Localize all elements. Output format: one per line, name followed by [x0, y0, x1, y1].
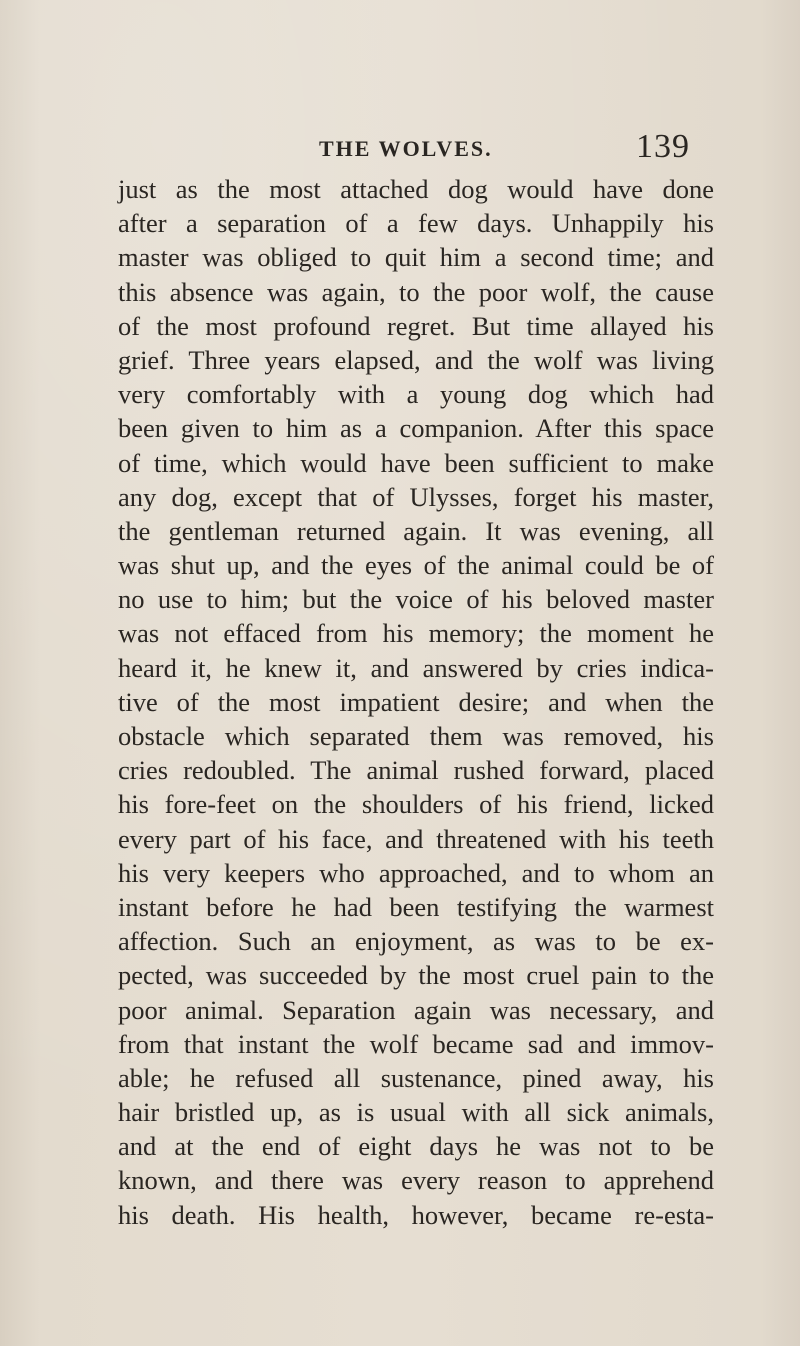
text-line: of the most profound regret. But time allayed his	[118, 310, 714, 341]
text-line: his fore-feet on the shoulders of his friend, licked	[118, 789, 714, 820]
text-line: this absence was again, to the poor wolf, the cause	[118, 276, 714, 307]
text-line: the gentleman returned again. It was evening, all	[118, 515, 714, 546]
text-line: and at the end of eight days he was not to be	[118, 1131, 714, 1162]
text-line: any dog, except that of Ulysses, forget his master,	[118, 481, 714, 512]
text-line: every part of his face, and threatened with his teeth	[118, 823, 714, 854]
text-line: grief. Three years elapsed, and the wolf was living	[118, 344, 714, 375]
text-line: able; he refused all sustenance, pined away, his	[118, 1062, 714, 1093]
text-line: after a separation of a few days. Unhappily his	[118, 208, 714, 239]
text-line: his very keepers who approached, and to whom an	[118, 857, 714, 888]
page-header	[0, 128, 800, 168]
text-line: been given to him as a companion. After this space	[118, 413, 714, 444]
text-line: obstacle which separated them was removed, his	[118, 721, 714, 751]
text-line: from that instant the wolf became sad and immov-	[118, 1028, 714, 1059]
text-line: cries redoubled. The animal rushed forward, placed	[118, 755, 714, 786]
text-line: was not effaced from his memory; the moment he	[118, 618, 714, 649]
text-line: of time, which would have been sufficient to make	[118, 447, 714, 478]
text-line: known, and there was every reason to apprehend	[118, 1165, 714, 1196]
text-line: hair bristled up, as is usual with all sick animals,	[118, 1097, 714, 1128]
text-line: his death. His health, however, became re-esta-	[118, 1199, 714, 1230]
text-line: very comfortably with a young dog which had	[118, 379, 714, 410]
text-line: no use to him; but the voice of his beloved master	[118, 584, 714, 615]
text-line: heard it, he knew it, and answered by cries indica-	[118, 652, 714, 683]
body-text	[118, 172, 714, 1232]
page-number: 139	[636, 128, 690, 165]
text-line: poor animal. Separation again was necessary, and	[118, 994, 714, 1025]
text-line: tive of the most impatient desire; and when the	[118, 686, 714, 717]
text-line: just as the most attached dog would have done	[118, 174, 714, 204]
text-line: master was obliged to quit him a second time; and	[118, 242, 714, 273]
text-line: instant before he had been testifying the warmest	[118, 891, 714, 922]
text-line: was shut up, and the eyes of the animal could be of	[118, 550, 714, 581]
text-line: pected, was succeeded by the most cruel pain to the	[118, 960, 714, 991]
text-line: affection. Such an enjoyment, as was to be ex-	[118, 926, 714, 957]
running-head: THE WOLVES.	[319, 136, 493, 161]
